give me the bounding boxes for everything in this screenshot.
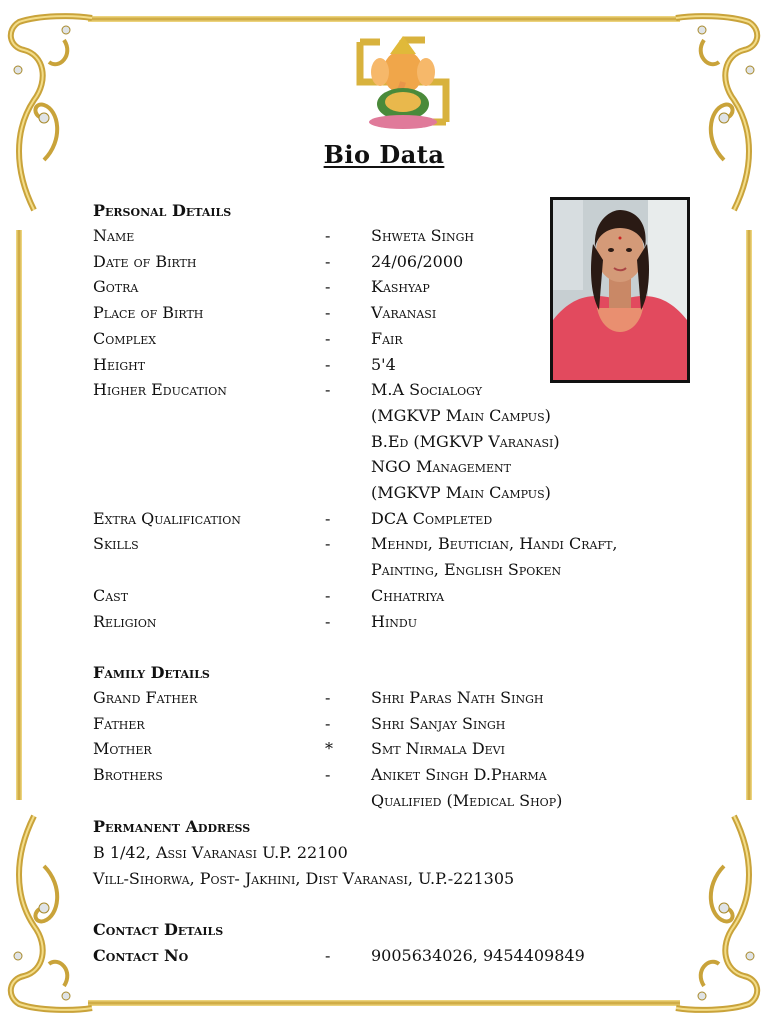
personal-detail-row — [0, 252, 768, 278]
family-detail-separator: - — [325, 688, 331, 707]
personal-detail-value: NGO Management — [371, 457, 511, 477]
personal-detail-value: 24/06/2000 — [371, 251, 464, 271]
personal-detail-row — [0, 303, 768, 329]
personal-detail-separator: - — [325, 303, 331, 323]
personal-detail-row — [0, 355, 768, 381]
family-detail-row — [0, 739, 768, 765]
personal-detail-row — [0, 226, 768, 252]
personal-detail-label: Gotra — [93, 277, 139, 297]
personal-detail-separator: - — [325, 380, 331, 400]
family-detail-separator: - — [325, 713, 331, 733]
personal-detail-label: Religion — [93, 611, 157, 631]
personal-detail-value: DCA Completed — [371, 508, 493, 528]
personal-details-heading: Personal Details — [93, 201, 232, 220]
personal-detail-value: Varanasi — [371, 303, 437, 323]
personal-detail-separator: - — [325, 354, 331, 374]
personal-detail-row — [0, 509, 768, 535]
personal-detail-value: Hindu — [371, 611, 418, 631]
frame-top-border — [88, 16, 680, 22]
personal-detail-value: (MGKVP Main Campus) — [371, 483, 551, 502]
contact-details-heading: Contact Details — [93, 920, 224, 939]
family-detail-label: Grand Father — [93, 688, 198, 707]
personal-detail-separator: - — [325, 251, 331, 271]
permanent-address-heading: Permanent Address — [93, 817, 251, 836]
personal-detail-row — [0, 612, 768, 638]
family-detail-value: Aniket Singh D.Pharma — [371, 765, 547, 785]
contact-label: Contact No — [93, 946, 189, 965]
personal-detail-label: Skills — [93, 534, 139, 554]
personal-detail-value: Mehndi, Beutician, Handi Craft, — [371, 534, 618, 554]
family-detail-value: Smt Nirmala Devi — [371, 739, 505, 759]
personal-detail-label: Height — [93, 354, 146, 374]
corner-ornament-top-right — [674, 10, 764, 220]
family-detail-row — [0, 791, 768, 817]
personal-detail-row — [0, 457, 768, 483]
personal-detail-row — [0, 586, 768, 612]
family-detail-label: Father — [93, 713, 145, 733]
personal-detail-label: Date of Birth — [93, 251, 197, 271]
personal-detail-row — [0, 534, 768, 560]
personal-detail-value: (MGKVP Main Campus) — [371, 405, 551, 425]
page-title: Bio Data — [323, 140, 445, 169]
family-detail-row — [0, 765, 768, 791]
personal-detail-value: Fair — [371, 328, 403, 348]
personal-detail-value: Shweta Singh — [371, 226, 474, 245]
personal-detail-value: B.Ed (MGKVP Varanasi) — [371, 431, 560, 451]
personal-detail-separator: - — [325, 328, 331, 348]
personal-detail-row — [0, 432, 768, 458]
personal-detail-row — [0, 329, 768, 355]
personal-detail-value: M.A Socialogy — [371, 380, 482, 400]
personal-detail-separator: - — [325, 585, 331, 605]
family-detail-separator: * — [325, 739, 333, 759]
corner-ornament-bottom-right — [674, 806, 764, 1016]
personal-detail-row — [0, 380, 768, 406]
personal-detail-value: 5'4 — [371, 354, 396, 374]
personal-detail-row — [0, 277, 768, 303]
personal-detail-separator: - — [325, 226, 331, 245]
personal-detail-value: Chhatriya — [371, 585, 445, 605]
family-detail-value: Qualified (Medical Shop) — [371, 790, 563, 810]
personal-detail-label: Place of Birth — [93, 303, 204, 323]
address-line-1: B 1/42, Assi Varanasi U.P. 22100 — [93, 843, 348, 862]
family-detail-value: Shri Paras Nath Singh — [371, 688, 544, 707]
frame-bottom-border — [88, 1000, 680, 1006]
contact-numbers: 9005634026, 9454409849 — [371, 946, 585, 965]
personal-detail-value: Painting, English Spoken — [371, 560, 562, 580]
ganesh-image — [350, 32, 456, 132]
family-detail-separator: - — [325, 765, 331, 785]
personal-detail-row — [0, 483, 768, 509]
corner-ornament-top-left — [4, 10, 94, 220]
family-details-heading: Family Details — [93, 663, 210, 682]
personal-detail-row — [0, 560, 768, 586]
family-detail-row — [0, 714, 768, 740]
family-detail-row — [0, 688, 768, 714]
personal-detail-separator: - — [325, 611, 331, 631]
personal-detail-separator: - — [325, 508, 331, 528]
personal-detail-row — [0, 406, 768, 432]
corner-ornament-bottom-left — [4, 806, 94, 1016]
family-detail-value: Shri Sanjay Singh — [371, 713, 506, 733]
family-detail-label: Brothers — [93, 765, 163, 785]
personal-detail-label: Complex — [93, 328, 157, 348]
personal-detail-value: Kashyap — [371, 277, 430, 297]
personal-detail-label: Higher Education — [93, 380, 227, 400]
contact-separator: - — [325, 946, 331, 965]
personal-detail-label: Name — [93, 226, 135, 245]
personal-detail-separator: - — [325, 534, 331, 554]
personal-detail-label: Extra Qualification — [93, 508, 241, 528]
personal-detail-label: Cast — [93, 585, 129, 605]
address-line-2: Vill-Sihorwa, Post- Jakhini, Dist Varanasi, U.P.-221305 — [93, 869, 515, 888]
contact-row — [0, 946, 768, 972]
personal-detail-separator: - — [325, 277, 331, 297]
family-detail-label: Mother — [93, 739, 152, 759]
